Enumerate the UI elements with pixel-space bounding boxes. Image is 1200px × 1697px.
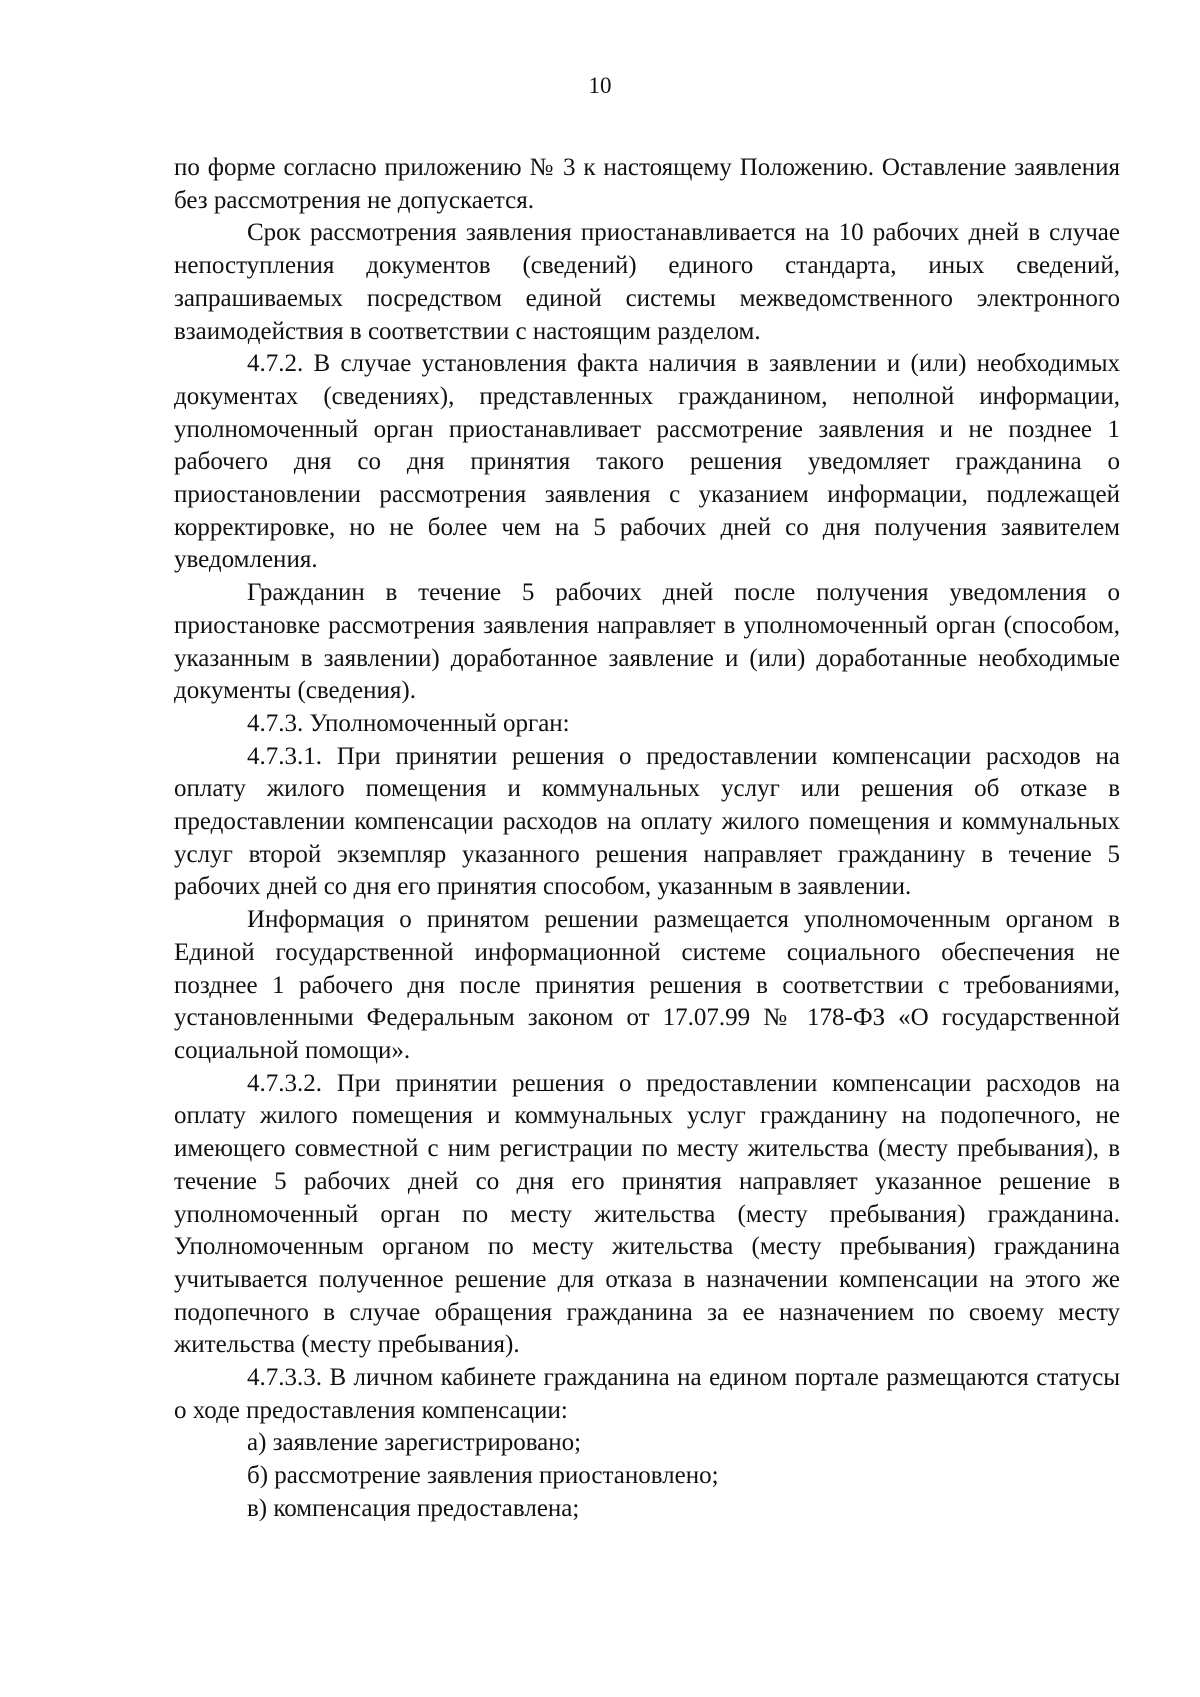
page-number: 10 <box>588 73 612 98</box>
paragraph-4-7-3-3: 4.7.3.3. В личном кабинете гражданина на едином портале размещаются статусы о ходе предоставления компенсации: <box>174 1364 1120 1424</box>
list-item-b: б) рассмотрение заявления приостановлено; <box>247 1462 719 1490</box>
document-body <box>174 152 1120 1526</box>
paragraph-info-placement: Информация о принятом решении размещается уполномоченным органом в Единой государственной информационной системе социального обеспечения не позднее 1 рабочего дня после принятия решения в соответствии с требованиями, установленными Федеральным законом от 17.07.99 № 178-ФЗ «О государственной социальной помощи». <box>174 906 1120 1064</box>
paragraph-4-7-3-2: 4.7.3.2. При принятии решения о предоставлении компенсации расходов на оплату жилого помещения и коммунальных услуг гражданину на подопечного, не имеющего совместной с ним регистрации по месту жительства (месту пребывания), в течение 5 рабочих дней со дня его принятия направляет указанное решение в уполномоченный орган по месту жительства (месту пребывания) гражданина. Уполномоченным органом по месту жительства (месту пребывания) гражданина учитывается полученное решение для отказа в назначении компенсации на этого же подопечного в случае обращения гражданина за ее назначением по своему месту жительства (месту пребывания). <box>174 1069 1120 1359</box>
paragraph-4-7-3-1: 4.7.3.1. При принятии решения о предоставлении компенсации расходов на оплату жилого помещения и коммунальных услуг или решения об отказе в предоставлении компенсации расходов на оплату жилого помещения и коммунальных услуг второй экземпляр указанного решения направляет гражданину в течение 5 рабочих дней со дня его принятия способом, указанным в заявлении. <box>174 742 1120 901</box>
paragraph-4-7-2: 4.7.2. В случае установления факта наличия в заявлении и (или) необходимых документах (сведениях), представленных гражданином, неполной информации, уполномоченный орган приостанавливает рассмотрение заявления и не позднее 1 рабочего дня со дня принятия такого решения уведомляет гражданина о приостановлении рассмотрения заявления с указанием информации, подлежащей корректировке, но не более чем на 5 рабочих дней со дня получения заявителем уведомления. <box>174 350 1120 574</box>
paragraph-continuation: по форме согласно приложению № 3 к настоящему Положению. Оставление заявления без рассмотрения не допускается. <box>174 154 1120 214</box>
list-item-a: а) заявление зарегистрировано; <box>247 1429 582 1457</box>
paragraph-suspension-term: Срок рассмотрения заявления приостанавливается на 10 рабочих дней в случае непоступления документов (сведений) единого стандарта, иных сведений, запрашиваемых посредством единой системы межведомственного электронного взаимодействия в соответствии с настоящим разделом. <box>174 219 1120 345</box>
list-item-c: в) компенсация предоставлена; <box>247 1494 580 1522</box>
paragraph-4-7-3: 4.7.3. Уполномоченный орган: <box>247 709 570 737</box>
paragraph-citizen-response: Гражданин в течение 5 рабочих дней после получения уведомления о приостановке рассмотрения заявления направляет в уполномоченный орган (способом, указанным в заявлении) доработанное заявление и (или) доработанные необходимые документы (сведения). <box>174 579 1120 705</box>
